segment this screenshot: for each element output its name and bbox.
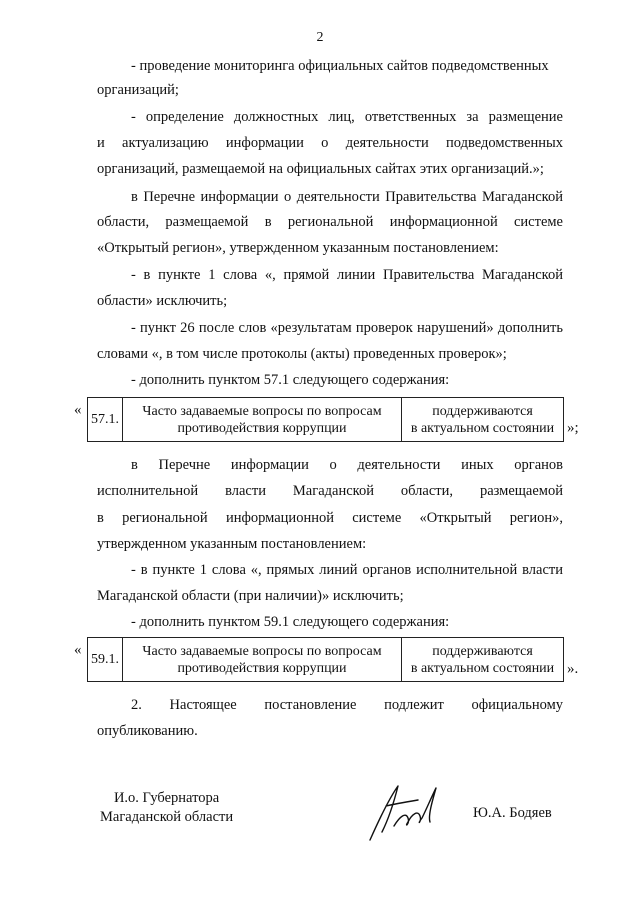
- text-line: - дополнить пунктом 59.1 следующего содержания:: [131, 614, 450, 630]
- text-line: организаций, размещаемой на официальных сайтах этих организаций.»;: [97, 161, 544, 177]
- item-number: 59.1.: [88, 638, 123, 682]
- text-line: исполнительной власти Магаданской области, размещаемой: [97, 483, 563, 499]
- text-line: - в пункте 1 слова «, прямой линии Правительства Магаданской: [131, 267, 563, 283]
- text-line: словами «, в том числе протоколы (акты) проведенных проверок»;: [97, 346, 507, 362]
- text-line: - проведение мониторинга официальных сайтов подведомственных: [131, 58, 549, 74]
- text-line: - пункт 26 после слов «результатам проверок нарушений» дополнить: [131, 320, 563, 336]
- page-number: 2: [316, 30, 324, 45]
- text-line: области» исключить;: [97, 293, 228, 309]
- signatory-title: И.о. Губернатора Магаданской области: [100, 790, 234, 825]
- handwritten-signature: [364, 782, 444, 844]
- item-description: Часто задаваемые вопросы по вопросам противодействия коррупции: [123, 398, 402, 442]
- close-quote: »;: [567, 420, 579, 436]
- item-description: Часто задаваемые вопросы по вопросам противодействия коррупции: [123, 638, 402, 682]
- text-line: Магаданской области (при наличии)» исключить;: [97, 588, 404, 604]
- text-line: - дополнить пунктом 57.1 следующего содержания:: [131, 372, 450, 388]
- signatory-name: Ю.А. Бодяев: [473, 805, 552, 821]
- open-quote: «: [74, 402, 82, 418]
- item-status: поддерживаются в актуальном состоянии: [402, 398, 564, 442]
- item-number: 57.1.: [88, 398, 123, 442]
- close-quote: ».: [567, 661, 579, 677]
- text-line: опубликованию.: [97, 723, 198, 739]
- text-line: - в пункте 1 слова «, прямых линий органов исполнительной власти: [131, 562, 563, 578]
- insert-table-59-1: [87, 637, 564, 682]
- item-status: поддерживаются в актуальном состоянии: [402, 638, 564, 682]
- insert-table-57-1: [87, 397, 564, 442]
- text-line: утвержденном указанным постановлением:: [97, 536, 367, 552]
- text-line: в Перечне информации о деятельности Правительства Магаданской: [131, 189, 563, 205]
- open-quote: «: [74, 642, 82, 658]
- text-line: «Открытый регион», утвержденном указанным постановлением:: [97, 240, 499, 256]
- text-line: организаций;: [97, 82, 179, 98]
- text-line: 2. Настоящее постановление подлежит официальному: [131, 697, 563, 713]
- text-line: - определение должностных лиц, ответственных за размещение: [131, 109, 563, 125]
- text-line: в региональной информационной системе «Открытый регион»,: [97, 510, 563, 526]
- text-line: и актуализацию информации о деятельности подведомственных: [97, 135, 563, 151]
- text-line: в Перечне информации о деятельности иных органов: [131, 457, 563, 473]
- text-line: области, размещаемой в региональной информационной системе: [97, 214, 563, 230]
